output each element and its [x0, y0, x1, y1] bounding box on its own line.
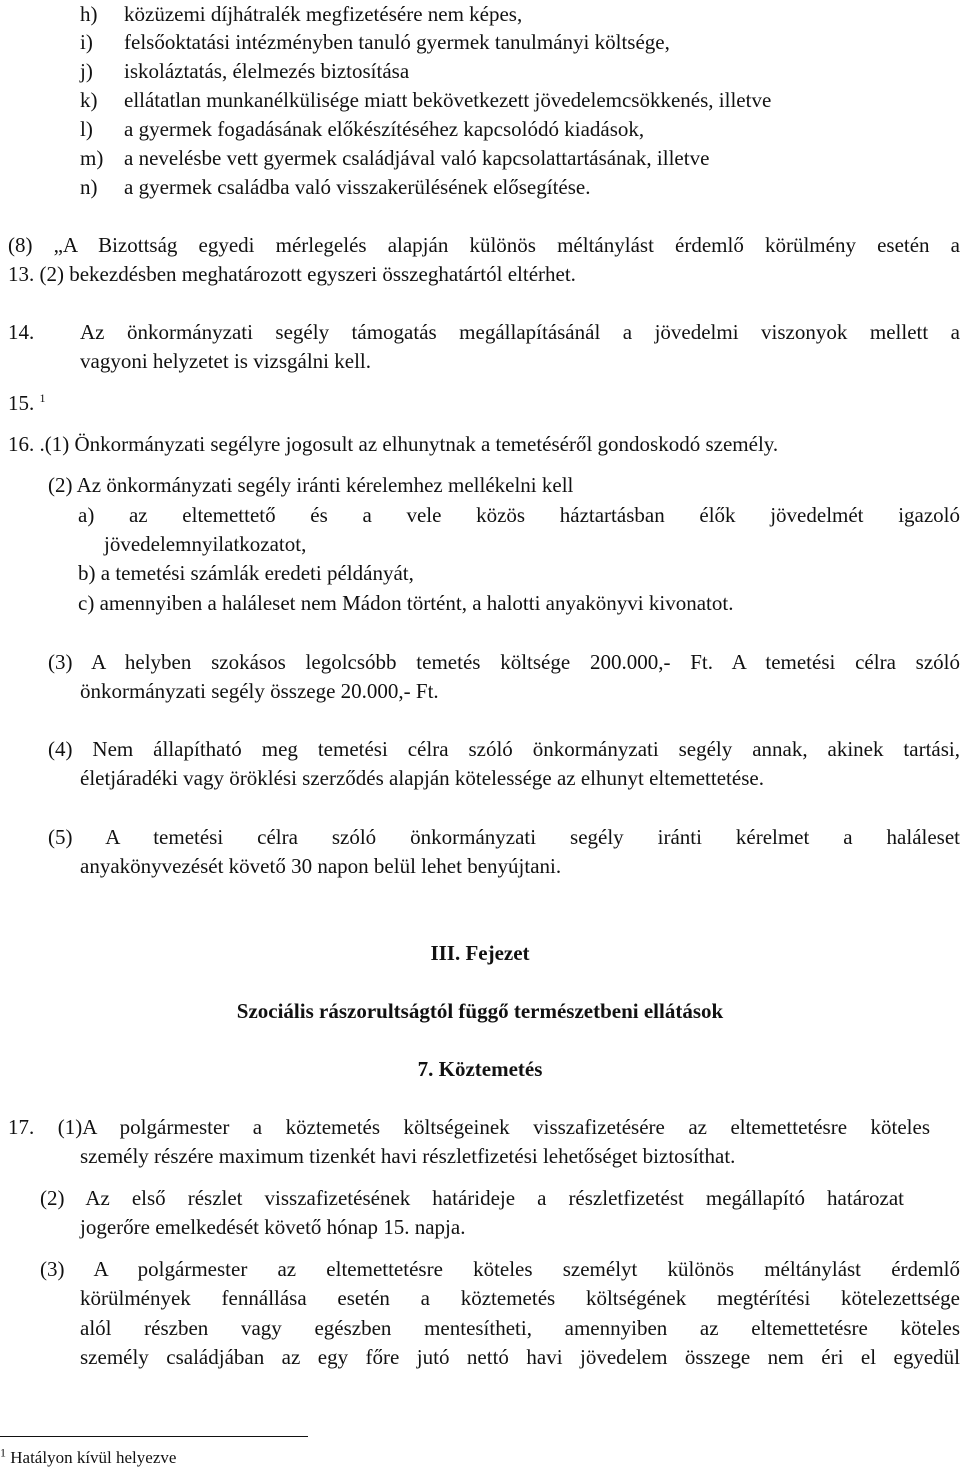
- footnote-text: Hatályon kívül helyezve: [10, 1448, 177, 1467]
- list-label: l): [80, 117, 93, 141]
- list-item-text: ellátatlan munkanélkülisége miatt bekövetkezett jövedelemcsökkenés, illetve: [124, 88, 772, 112]
- section-15-num: 15.: [8, 391, 35, 415]
- list-label: k): [80, 88, 98, 112]
- section-16-p5-line2: anyakönyvezését követő 30 napon belül lehet benyújtani.: [80, 854, 562, 878]
- section-16-p2: (2) Az önkormányzati segély iránti kérelemhez mellékelni kell: [48, 473, 574, 497]
- section-17-p2-line2: jogerőre emelkedését követő hónap 15. napja.: [80, 1215, 466, 1239]
- list-label: i): [80, 30, 93, 54]
- section-16-line1: 16. .(1) Önkormányzati segélyre jogosult az elhunytnak a temetéséről gondoskodó személy.: [8, 432, 779, 456]
- para8-line1: (8) „A Bizottság egyedi mérlegelés alapján különös méltánylást érdemlő körülmény esetén a: [8, 233, 960, 257]
- section-16-c: c) amennyiben a haláleset nem Mádon történt, a halotti anyakönyvi kivonatot.: [78, 591, 734, 615]
- section-17-p3-line4: személy családjában az egy főre jutó nettó havi jövedelem összege nem éri el egyedül: [80, 1345, 960, 1369]
- list-item-text: közüzemi díjhátralék megfizetésére nem képes,: [124, 2, 523, 26]
- section-14-line2: vagyoni helyzetet is vizsgálni kell.: [80, 349, 372, 373]
- list-item-text: a nevelésbe vett gyermek családjával való kapcsolattartásának, illetve: [124, 146, 710, 170]
- section-17-line2: személy részére maximum tizenkét havi részletfizetési lehetőséget biztosíthat.: [80, 1144, 736, 1168]
- section-17-p3-line1: (3) A polgármester az eltemettetésre köteles személyt különös méltánylást érdemlő: [40, 1257, 960, 1281]
- footnote-mark: 1: [0, 1445, 6, 1460]
- section-17-line1: 17. (1)A polgármester a köztemetés költségeinek visszafizetésére az eltemettetésre köteles: [8, 1115, 930, 1139]
- section-16-a-line2: jövedelemnyilatkozatot,: [104, 532, 307, 556]
- section-16-p3-line2: önkormányzati segély összege 20.000,- Ft.: [80, 679, 439, 703]
- section-16-p5-line1: (5) A temetési célra szóló önkormányzati segély iránti kérelmet a haláleset: [48, 825, 960, 849]
- list-label: j): [80, 59, 93, 83]
- chapter-number: III. Fejezet: [430, 941, 530, 965]
- section-15-number: [8, 389, 46, 418]
- list-item-text: felsőoktatási intézményben tanuló gyermek tanulmányi költsége,: [124, 30, 670, 54]
- section-14-line1: Az önkormányzati segély támogatás megállapításánál a jövedelmi viszonyok mellett a: [80, 320, 960, 344]
- footnote-reference: 1: [39, 391, 46, 405]
- para8-line2: 13. (2) bekezdésben meghatározott egyszeri összeghatártól eltérhet.: [8, 262, 576, 286]
- section-heading: 7. Köztemetés: [417, 1057, 543, 1081]
- section-16-p4-line1: (4) Nem állapítható meg temetési célra szóló önkormányzati segély annak, akinek tartási,: [48, 737, 960, 761]
- list-item-text: a gyermek fogadásának előkészítéséhez kapcsolódó kiadások,: [124, 117, 645, 141]
- section-17-p3-line3: alól részben vagy egészben mentesítheti, amennyiben az eltemettetésre köteles: [80, 1316, 960, 1340]
- list-label: m): [80, 146, 104, 170]
- footnote: [0, 1447, 176, 1469]
- section-16-b: b) a temetési számlák eredeti példányát,: [78, 561, 414, 585]
- list-label: h): [80, 2, 98, 26]
- section-16-p3-line1: (3) A helyben szokásos legolcsóbb temetés költsége 200.000,- Ft. A temetési célra szóló: [48, 650, 960, 674]
- chapter-title: Szociális rászorultságtól függő természetbeni ellátások: [236, 999, 724, 1023]
- list-item-text: a gyermek családba való visszakerülésének elősegítése.: [124, 175, 591, 199]
- section-14-number: 14.: [8, 320, 35, 344]
- section-16-a-line1: a) az eltemettető és a vele közös háztartásban élők jövedelmét igazoló: [78, 503, 960, 527]
- list-item-text: iskoláztatás, élelmezés biztosítása: [124, 59, 410, 83]
- section-16-p4-line2: életjáradéki vagy öröklési szerződés alapján kötelessége az elhunyt eltemettetése.: [80, 766, 764, 790]
- list-label: n): [80, 175, 98, 199]
- section-17-p2-line1: (2) Az első részlet visszafizetésének határideje a részletfizetést megállapító határozat: [40, 1186, 904, 1210]
- section-17-p3-line2: körülmények fennállása esetén a köztemetés költségének megtérítési kötelezettsége: [80, 1286, 960, 1310]
- footnote-separator: [0, 1436, 308, 1437]
